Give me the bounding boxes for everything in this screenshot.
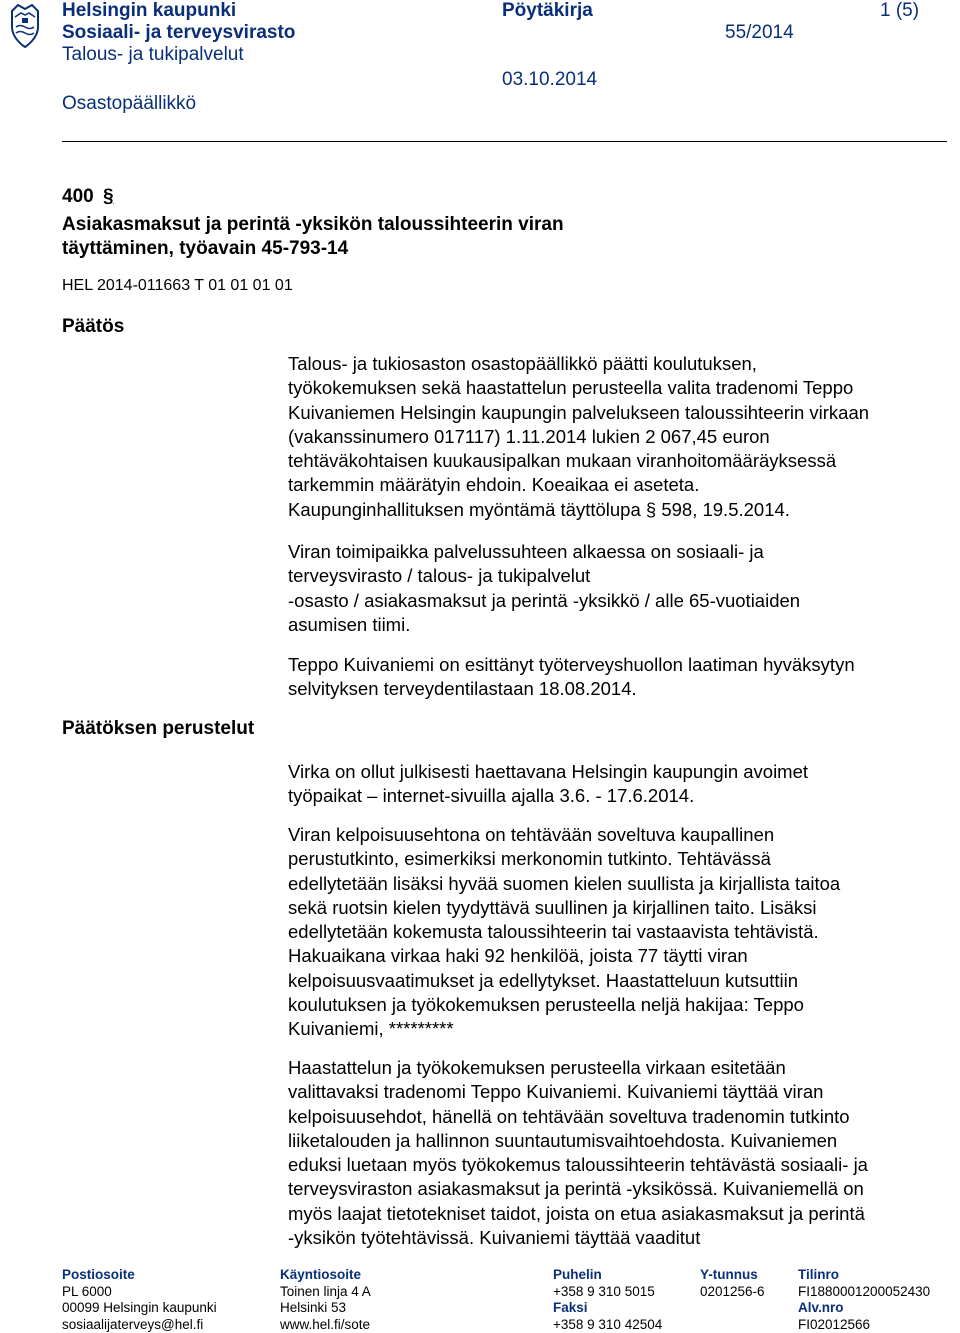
footer-visit-line: Helsinki 53 [280,1300,371,1317]
header-unit: Talous- ja tukipalvelut [62,44,244,66]
label-reasons: Päätöksen perustelut [62,718,254,740]
text-line: Haastattelun ja työkokemuksen perusteella virkaan esitetään [288,1056,938,1080]
header-number: 55/2014 [725,22,794,44]
paragraph-application [288,760,938,809]
text-line: valittavaksi tradenomi Teppo Kuivaniemi. Kuivaniemi täyttää viran [288,1080,938,1104]
footer-visit [280,1267,371,1333]
footer-ytunnus [700,1267,765,1300]
text-line: terveysvirasto / talous- ja tukipalvelut [288,564,938,588]
paragraph-qualifications [288,823,938,1042]
footer-vat-value: FI02012566 [798,1317,930,1333]
footer-postal-head: Postiosoite [62,1267,217,1284]
text-line: liiketalouden ja hallinnon suuntautumisvaihtoehdosta. Kuivaniemen [288,1129,938,1153]
footer-phone-number: +358 9 310 5015 [553,1284,662,1301]
footer-postal-line: PL 6000 [62,1284,217,1301]
text-line: asumisen tiimi. [288,613,938,637]
text-segment: työpaikat [288,785,362,806]
text-line: -osasto / asiakasmaksut ja perintä -yksikkö / alle 65-vuotiaiden [288,589,938,613]
text-line: tehtäväkohtaisen kuukausipalkan mukaan viranhoitomääräyksessä [288,449,938,473]
header-divider [62,141,947,142]
text-line: (vakanssinumero 017117) 1.11.2014 lukien 2 067,45 euron [288,425,938,449]
footer-website[interactable]: www.hel.fi/sote [280,1317,371,1333]
text-line: koulutuksen ja työkokemuksen perusteella neljä hakijaa: Teppo [288,993,938,1017]
section-title-line2: täyttäminen, työavain 45-793-14 [62,237,348,261]
text-line: Teppo Kuivaniemi on esittänyt työterveyshuollon laatiman hyväksytyn [288,653,938,677]
text-line: työkokemuksen sekä haastattelun perusteella valita tradenomi Teppo [288,376,938,400]
text-line: myös laajat tietotekniset taidot, joista on etua asiakasmaksut ja perintä [288,1202,938,1226]
header-doc-type: Pöytäkirja [502,0,593,22]
text-line: Kuivaniemen Helsingin kaupungin palvelukseen taloussihteerin virkaan [288,401,938,425]
text-line: selvityksen terveydentilastaan 18.08.2014. [288,677,938,701]
text-line [288,784,938,808]
section-number: 400 [62,186,94,207]
footer-postal [62,1267,217,1333]
text-line: Kuivaniemi, ********* [288,1017,938,1041]
header-date: 03.10.2014 [502,69,597,91]
text-line: terveysviraston asiakasmaksut ja perintä -yksikössä. Kuivaniemellä on [288,1177,938,1201]
paragraph-selection [288,1056,938,1250]
footer-postal-line: 00099 Helsingin kaupunki [62,1300,217,1317]
text-line: sekä ruotsin kielen tyydyttävä suullinen ja kirjallinen taito. Lisäksi [288,896,938,920]
section-title-line1: Asiakasmaksut ja perintä -yksikön taloussihteerin viran [62,213,564,237]
section-sign-icon: § [103,186,114,207]
footer-ytunnus-value: 0201256-6 [700,1284,765,1301]
text-line: Virka on ollut julkisesti haettavana Helsingin kaupungin avoimet [288,760,938,784]
paragraph-decision [288,352,938,522]
text-line: Viran kelpoisuusehtona on tehtävään soveltuva kaupallinen [288,823,938,847]
footer-visit-head: Käyntiosoite [280,1267,371,1284]
label-decision: Päätös [62,316,124,338]
text-line: kelpoisuusvaatimukset ja edellytykset. Haastatteluun kutsuttiin [288,969,938,993]
header-role: Osastopäällikkö [62,93,196,115]
text-line: perustutkinto, esimerkiksi merkonomin tutkinto. Tehtävässä [288,847,938,871]
text-line: edellytetään kokemusta taloussihteerin tai vastaavista tehtävistä. [288,920,938,944]
footer-visit-line: Toinen linja 4 A [280,1284,371,1301]
footer-phone-head: Puhelin [553,1267,662,1284]
footer-fax-head: Faksi [553,1300,662,1317]
section-heading [62,186,114,208]
text-line: eduksi luetaan myös työkokemus taloussihteerin tehtävästä sosiaali- ja [288,1153,938,1177]
header-page: 1 (5) [880,0,919,22]
footer-vat-head: Alv.nro [798,1300,930,1317]
text-line: edellytetään lisäksi hyvää suomen kielen suullista ja kirjallista taitoa [288,872,938,896]
footer-account-head: Tilinro [798,1267,930,1284]
text-line: Kaupunginhallituksen myöntämä täyttölupa § 598, 19.5.2014. [288,498,938,522]
header-dept: Sosiaali- ja terveysvirasto [62,22,295,44]
text-segment: – internet-sivuilla ajalla 3.6. - 17.6.2014. [362,785,694,806]
text-line: kelpoisuusehdot, hänellä on tehtävään soveltuva tradenomin tutkinto [288,1105,938,1129]
footer-account [798,1267,930,1333]
text-line: -yksikön työtehtävissä. Kuivaniemi täyttää vaaditut [288,1226,938,1250]
footer-fax-number: +358 9 310 42504 [553,1317,662,1333]
helsinki-crest-icon [6,3,44,49]
footer-ytunnus-head: Y-tunnus [700,1267,765,1284]
header-org: Helsingin kaupunki [62,0,236,22]
text-line: Hakuaikana virkaa haki 92 henkilöä, joista 77 täytti viran [288,944,938,968]
text-line: Viran toimipaikka palvelussuhteen alkaessa on sosiaali- ja [288,540,938,564]
footer-account-value: FI1880001200052430 [798,1284,930,1301]
paragraph-health [288,653,938,702]
paragraph-location [288,540,938,637]
text-line: tarkemmin määrätyin ehdoin. Koeaikaa ei aseteta. [288,473,938,497]
footer-phone [553,1267,662,1333]
footer-email[interactable]: sosiaalijaterveys@hel.fi [62,1317,217,1333]
section-reference: HEL 2014-011663 T 01 01 01 01 [62,277,293,295]
text-line: Talous- ja tukiosaston osastopäällikkö päätti koulutuksen, [288,352,938,376]
